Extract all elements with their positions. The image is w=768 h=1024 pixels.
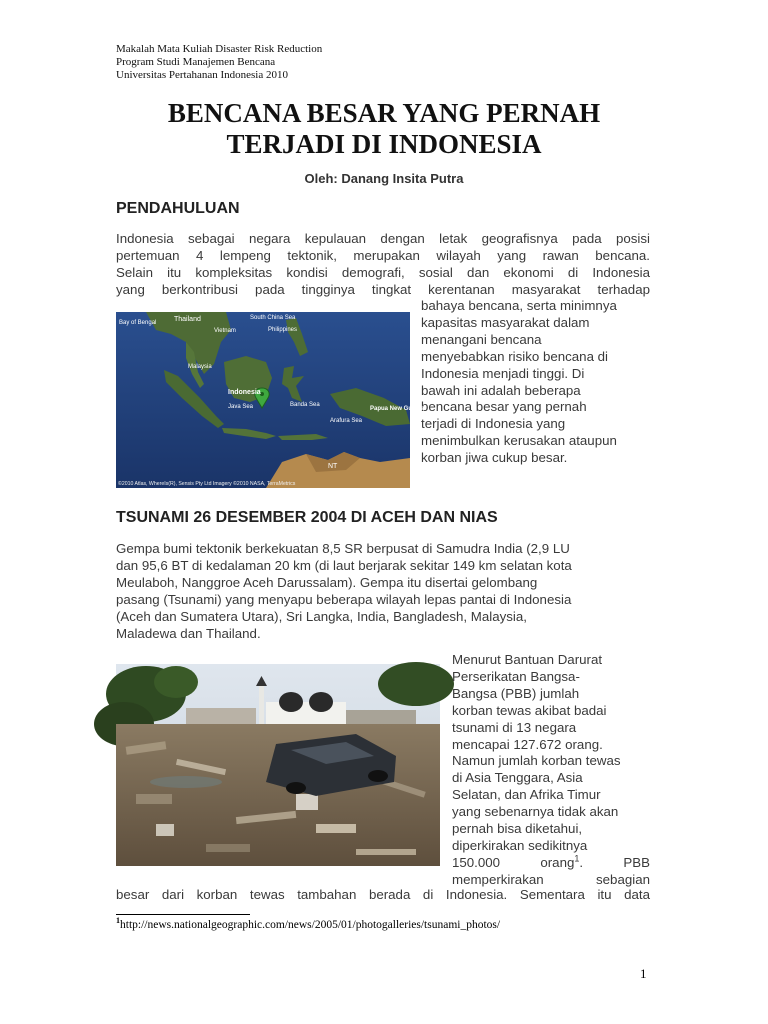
text-line: pernah bisa diketahui, [452, 821, 583, 837]
map-label-nt: NT [328, 463, 338, 470]
map-label-banda-sea: Banda Sea [290, 402, 320, 408]
title-line-2: TERJADI DI INDONESIA [226, 129, 542, 159]
footnote-mark: 1 [116, 916, 120, 926]
text-line: menimbulkan kerusakan ataupun [421, 433, 617, 449]
text-line: memperkirakan sebagian [452, 871, 650, 887]
text-line: di Asia Tenggara, Asia [452, 770, 583, 786]
intro-paragraph-wrap [421, 298, 650, 467]
text-line: Maladewa dan Thailand. [116, 625, 261, 641]
text-fragment: . PBB [579, 854, 650, 870]
map-label-vietnam: Vietnam [214, 328, 236, 334]
text-line: Gempa bumi tektonik berkekuatan 8,5 SR berpusat di Samudra India (2,9 LU [116, 541, 570, 556]
map-label-malaysia: Malaysia [188, 364, 212, 370]
map-label-indonesia: Indonesia [228, 389, 261, 396]
map-label-bay-of-bengal: Bay of Bengal [119, 320, 157, 326]
text-fragment: 150.000 orang [452, 854, 575, 870]
text-line: dan 95,6 BT di kedalaman 20 km (di laut berjarak sekitar 149 km selatan kota [116, 557, 572, 573]
map-credit: ©2010 Atlas, WhereIs(R), Sensis Pty Ltd Imagery ©2010 NASA, TerraMetrics [118, 481, 296, 487]
text-line: kapasitas masyarakat dalam [421, 314, 590, 330]
indonesia-map-image [116, 312, 425, 488]
text-line: Selain itu kompleksitas kondisi demografi, sosial dan ekonomi di Indonesia [116, 264, 650, 280]
footnote-divider [116, 914, 250, 915]
text-line: Namun jumlah korban tewas [452, 753, 621, 769]
author-line: Oleh: Danang Insita Putra [304, 171, 464, 186]
document-header [116, 43, 322, 82]
text-line: yang berkontribusi pada tingginya tingkat kerentanan masyarakat terhadap [116, 281, 650, 297]
text-line: Indonesia sebagai negara kepulauan dengan letak geografisnya pada posisi [116, 231, 650, 246]
text-line: menangani bencana [421, 331, 542, 347]
text-line: Bangsa (PBB) jumlah [452, 685, 580, 701]
text-line: Perserikatan Bangsa- [452, 668, 580, 684]
map-label-south-china-sea: South China Sea [250, 315, 296, 321]
footnote [116, 916, 501, 931]
tsunami-paragraph-continued [116, 887, 650, 904]
text-line: korban tewas akibat badai [452, 702, 607, 718]
text-line: mencapai 127.672 orang. [452, 736, 603, 752]
text-line: Menurut Bantuan Darurat [452, 652, 603, 667]
text-line: terjadi di Indonesia yang [421, 416, 566, 432]
tsunami-wrap-paragraph [452, 652, 650, 889]
tsunami-paragraph [116, 541, 650, 642]
page-number: 1 [640, 966, 647, 981]
map-label-philippines: Philippines [268, 327, 298, 333]
footnote-link[interactable]: http://news.nationalgeographic.com/news/2005/01/photogalleries/tsunami_photos/ [120, 919, 501, 931]
text-line: bahaya bencana, serta minimnya [421, 298, 617, 313]
header-line-course: Makalah Mata Kuliah Disaster Risk Reduction [116, 43, 323, 55]
page-title [0, 98, 768, 160]
text-line: (Aceh dan Sumatera Utara), Sri Langka, India, Bangladesh, Malaysia, [116, 608, 527, 624]
map-label-arafura-sea: Arafura Sea [330, 418, 363, 424]
text-line: korban jiwa cukup besar. [421, 450, 568, 466]
text-line: besar dari korban tewas tambahan berada di Indonesia. Sementara itu data [116, 887, 650, 902]
text-line: diperkirakan sedikitnya [452, 837, 588, 853]
text-line: bencana besar yang pernah [421, 399, 587, 415]
text-line: tsunami di 13 negara [452, 719, 577, 735]
tsunami-aftermath-photo [116, 664, 440, 866]
header-line-program: Program Studi Manajemen Bencana [116, 56, 276, 68]
text-line: menyebabkan risiko bencana di [421, 348, 609, 364]
header-line-university: Universitas Pertahanan Indonesia 2010 [116, 69, 288, 81]
text-line: pertemuan 4 lempeng tektonik, merupakan wilayah yang rawan bencana. [116, 247, 650, 263]
text-line: pasang (Tsunami) yang menyapu beberapa wilayah lepas pantai di Indonesia [116, 591, 572, 607]
title-line-1: BENCANA BESAR YANG PERNAH [167, 98, 601, 128]
text-line: Indonesia menjadi tinggi. Di [421, 365, 585, 381]
text-line: yang sebenarnya tidak akan [452, 804, 619, 820]
text-line: Selatan, dan Afrika Timur [452, 787, 601, 803]
section-heading-tsunami: TSUNAMI 26 DESEMBER 2004 DI ACEH DAN NIAS [116, 509, 498, 526]
footnote-reference[interactable]: 1 [574, 853, 580, 864]
map-label-thailand: Thailand [174, 316, 201, 323]
map-label-java-sea: Java Sea [228, 404, 254, 410]
text-line [452, 855, 650, 872]
section-heading-pendahuluan: PENDAHULUAN [116, 200, 240, 217]
text-line: Meulaboh, Nanggroe Aceh Darussalam). Gempa itu disertai gelombang [116, 574, 538, 590]
intro-paragraph-top [116, 231, 650, 299]
map-label-papua-new-guinea: Papua New Guinea [370, 406, 425, 412]
text-line: bawah ini adalah beberapa [421, 382, 581, 398]
